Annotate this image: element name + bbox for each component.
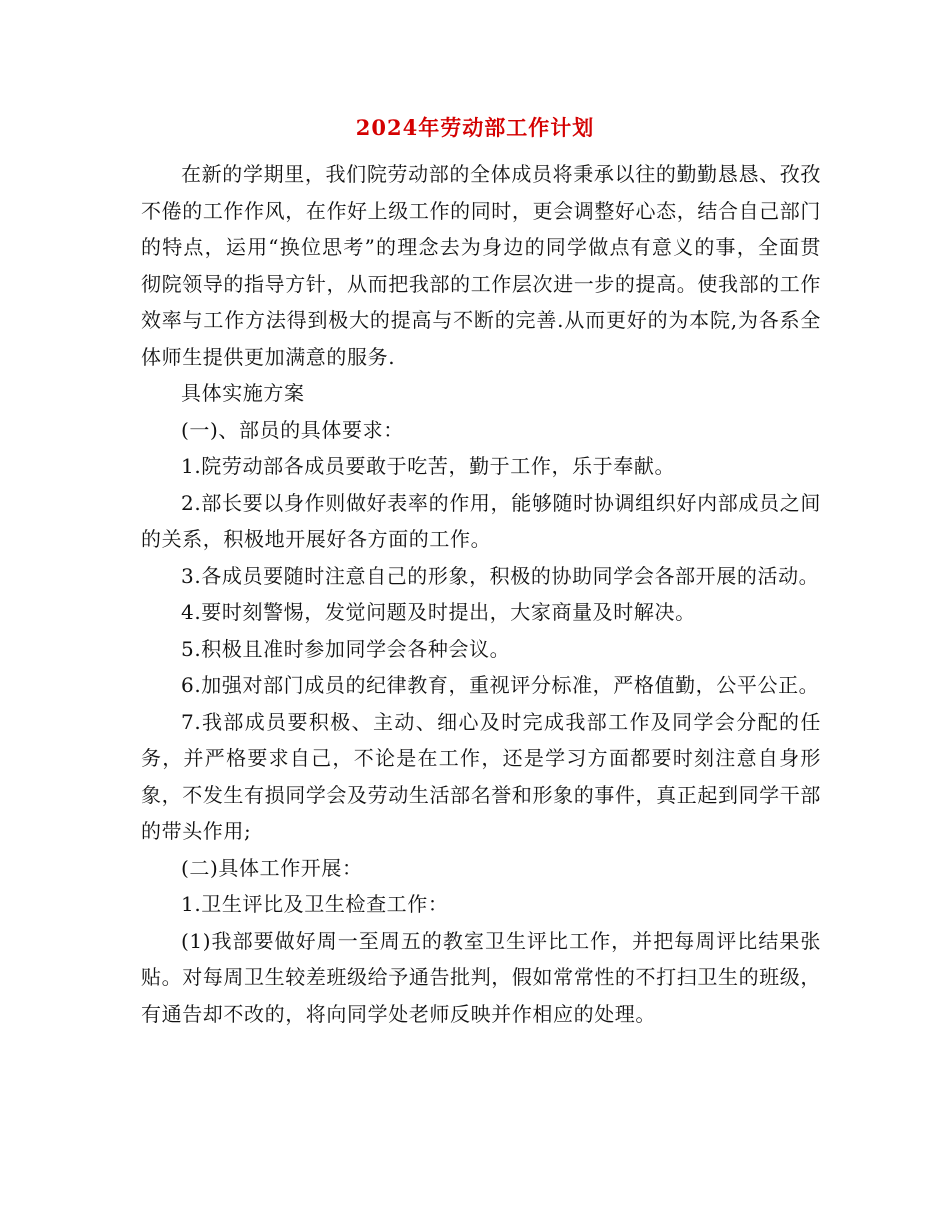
- paragraph-requirement-4: 4.要时刻警惕，发觉问题及时提出，大家商量及时解决。: [181, 600, 696, 624]
- paragraph-intro: 在新的学期里，我们院劳动部的全体成员将秉承以往的勤勤恳恳、孜孜不倦的工作作风，在作好上级工作的同时，更会调整好心态，结合自己部门的特点，运用“换位思考”的理念去为身边的同学做点有意义的事，全面贯彻院领导的指导方针，从而把我部的工作层次进一步的提高。使我部的工作效率与工作方法得到极大的提高与不断的完善.从而更好的为本院,为各系全体师生提供更加满意的服务.: [141, 162, 821, 369]
- paragraph-section-one-heading: (一)、部员的具体要求：: [181, 417, 404, 442]
- paragraph-requirement-3: 3.各成员要随时注意自己的形象，积极的协助同学会各部开展的活动。: [181, 563, 820, 588]
- paragraph-work-item-1-sub-1: (1)我部要做好周一至周五的教室卫生评比工作，并把每周评比结果张贴。对每周卫生较差班级给予通告批判，假如常常性的不打扫卫生的班级，有通告却不改的，将向同学处老师反映并作相应的处理。: [141, 928, 821, 1026]
- paragraph-work-item-1: 1.卫生评比及卫生检查工作：: [181, 892, 449, 916]
- paragraph-requirement-7: 7.我部成员要积极、主动、细心及时完成我部工作及同学会分配的任务，并严格要求自己，不论是在工作，还是学习方面都要时刻注意自身形象，不发生有损同学会及劳动生活部名誉和形象的事件，真正起到同学干部的带头作用;: [141, 709, 821, 843]
- paragraph-requirement-1: 1.院劳动部各成员要敢于吃苦，勤于工作，乐于奉献。: [181, 454, 676, 478]
- paragraph-section-two-heading: (二)具体工作开展：: [181, 855, 363, 880]
- paragraph-requirement-2: 2.部长要以身作则做好表率的作用，能够随时协调组织好内部成员之间的关系，积极地开展好各方面的工作。: [141, 490, 821, 551]
- document-body: [141, 156, 821, 1032]
- paragraph-plan-heading: 具体实施方案: [181, 381, 305, 405]
- document-title: 2024年劳动部工作计划: [355, 115, 595, 140]
- paragraph-requirement-5: 5.积极且准时参加同学会各种会议。: [181, 636, 511, 661]
- paragraph-requirement-6: 6.加强对部门成员的纪律教育，重视评分标准，严格值勤，公平公正。: [181, 673, 820, 697]
